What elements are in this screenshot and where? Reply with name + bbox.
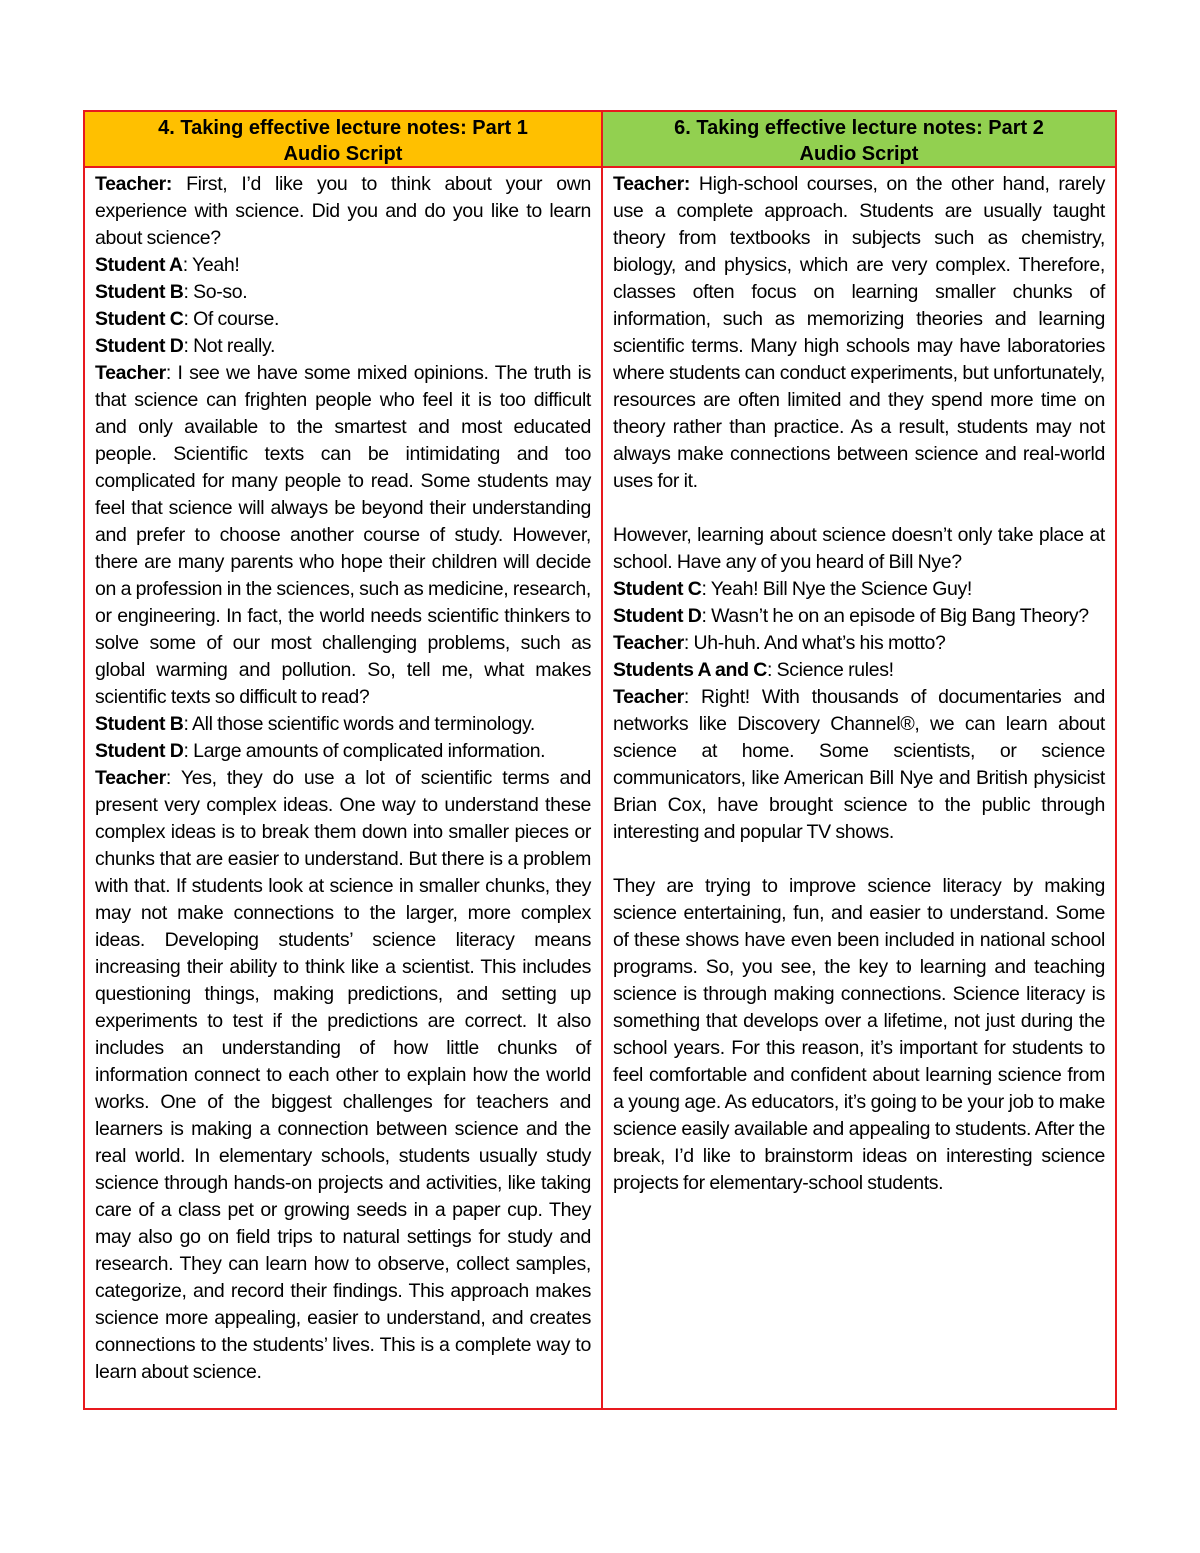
speaker-name: Teacher xyxy=(95,767,166,789)
dialogue-text: : Yeah! xyxy=(182,254,240,276)
dialogue-line xyxy=(613,522,1105,576)
paragraph-gap xyxy=(613,495,1105,522)
dialogue-text: : Large amounts of complicated information. xyxy=(183,740,546,762)
part2-title: 6. Taking effective lecture notes: Part 2 xyxy=(674,117,1044,139)
part2-header xyxy=(603,112,1115,168)
part2-script xyxy=(603,168,1115,1197)
speaker-name: Students A and C xyxy=(613,659,767,681)
dialogue-text: : All those scientific words and terminology. xyxy=(183,713,535,735)
part1-script xyxy=(85,168,601,1386)
part2-column xyxy=(601,112,1115,1408)
dialogue-text: They are trying to improve science literacy by making science entertaining, fun, and easier to understand. Some of these shows have even been included in national school programs. So, you see, the key to learning and teaching science is through making connections. Science literacy is something that develops over a lifetime, not just during the school years. For this reason, it’s important for students to feel comfortable and confident about learning science from a young age. As educators, it’s going to be your job to make science easily available and appealing to students. After the break, I’d like to brainstorm ideas on interesting science projects for elementary-school students. xyxy=(613,875,1105,1194)
part1-column xyxy=(85,112,601,1408)
part1-title: 4. Taking effective lecture notes: Part 1 xyxy=(158,117,528,139)
speaker-name: Teacher xyxy=(613,632,684,654)
speaker-name: Teacher: xyxy=(95,173,173,195)
part2-subtitle: Audio Script xyxy=(799,143,919,165)
dialogue-line xyxy=(613,603,1105,630)
dialogue-line xyxy=(613,171,1105,495)
dialogue-text: : Wasn’t he on an episode of Big Bang Theory? xyxy=(701,605,1089,627)
dialogue-line xyxy=(95,279,591,306)
dialogue-text: High-school courses, on the other hand, rarely use a complete approach. Students are usually taught theory from textbooks in subjects such as chemistry, biology, and physics, which are very complex. Therefore, classes often focus on learning smaller chunks of information, such as memorizing theories and learning scientific terms. Many high schools may have laboratories where students can conduct experiments, but unfortunately, resources are often limited and they spend more time on theory rather than practice. As a result, students may not always make connections between science and real-world uses for it. xyxy=(613,173,1105,492)
speaker-name: Teacher: xyxy=(613,173,691,195)
dialogue-text: : Not really. xyxy=(183,335,276,357)
dialogue-text: First, I’d like you to think about your own experience with science. Did you and do you like to learn about science? xyxy=(95,173,591,249)
dialogue-line xyxy=(95,333,591,360)
dialogue-line xyxy=(95,360,591,711)
speaker-name: Student A xyxy=(95,254,183,276)
dialogue-text: : Yeah! Bill Nye the Science Guy! xyxy=(701,578,972,600)
dialogue-line xyxy=(95,738,591,765)
dialogue-text: : Yes, they do use a lot of scientific terms and present very complex ideas. One way to understand these complex ideas is to break them down into smaller pieces or chunks that are easier to understand. But there is a problem with that. If students look at science in smaller chunks, they may not make connections to the larger, more complex ideas. Developing students’ science literacy means increasing their ability to think like a scientist. This includes questioning things, making predictions, and setting up experiments to test if the predictions are correct. It also includes an understanding of how little chunks of information connect to each other to explain how the world works. One of the biggest challenges for teachers and learners is making a connection between science and the real world. In elementary schools, students usually study science through hands-on projects and activities, like taking care of a class pet or growing seeds in a paper cup. They may also go on field trips to natural settings for study and research. They can learn how to observe, collect samples, categorize, and record their findings. This approach makes science more appealing, easier to understand, and creates connections to the students’ lives. This is a complete way to learn about science. xyxy=(95,767,591,1383)
dialogue-line xyxy=(613,576,1105,603)
dialogue-line xyxy=(613,657,1105,684)
dialogue-line xyxy=(95,252,591,279)
speaker-name: Student C xyxy=(95,308,184,330)
part1-header xyxy=(85,112,601,168)
dialogue-line xyxy=(95,711,591,738)
dialogue-text: : Science rules! xyxy=(766,659,894,681)
dialogue-line xyxy=(613,873,1105,1197)
dialogue-line xyxy=(95,171,591,252)
dialogue-text: : Uh-huh. And what’s his motto? xyxy=(683,632,946,654)
dialogue-text: : So-so. xyxy=(183,281,248,303)
speaker-name: Student D xyxy=(95,740,184,762)
dialogue-text: : Of course. xyxy=(183,308,280,330)
dialogue-text: However, learning about science doesn’t only take place at school. Have any of you heard of Bill Nye? xyxy=(613,524,1105,573)
speaker-name: Teacher xyxy=(613,686,684,708)
dialogue-text: : I see we have some mixed opinions. The truth is that science can frighten people who feel it is too difficult and only available to the smartest and most educated people. Scientific texts can be intimidating and too complicated for many people to read. Some students may feel that science will always be beyond their understanding and prefer to choose another course of study. However, there are many parents who hope their children will decide on a profession in the sciences, such as medicine, research, or engineering. In fact, the world needs scientific thinkers to solve some of our most challenging problems, such as global warming and pollution. So, tell me, what makes scientific texts so difficult to read? xyxy=(95,362,591,708)
dialogue-line xyxy=(613,684,1105,846)
part1-subtitle: Audio Script xyxy=(283,143,403,165)
speaker-name: Student D xyxy=(613,605,702,627)
dialogue-line xyxy=(613,630,1105,657)
speaker-name: Student B xyxy=(95,713,184,735)
speaker-name: Student D xyxy=(95,335,184,357)
audio-script-table xyxy=(83,110,1117,1410)
dialogue-text: : Right! With thousands of documentaries and networks like Discovery Channel®, we can learn about science at home. Some scientists, or science communicators, like American Bill Nye and British physicist Brian Cox, have brought science to the public through interesting and popular TV shows. xyxy=(613,686,1105,843)
dialogue-line xyxy=(95,306,591,333)
dialogue-line xyxy=(95,765,591,1386)
speaker-name: Student C xyxy=(613,578,702,600)
paragraph-gap xyxy=(613,846,1105,873)
speaker-name: Teacher xyxy=(95,362,166,384)
speaker-name: Student B xyxy=(95,281,184,303)
